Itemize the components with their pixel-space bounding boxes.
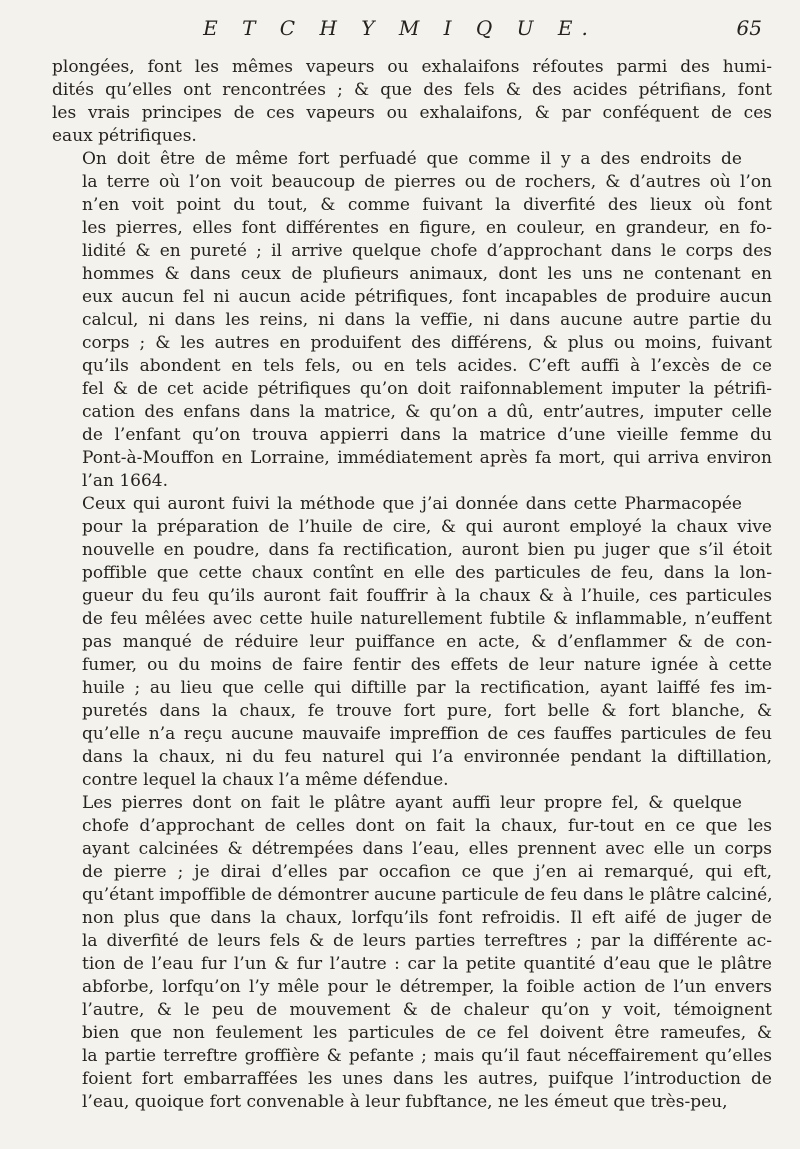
text-line: la diverfité de leurs fels & de leurs parties terreftres ; par la différente ac- (82, 931, 772, 951)
text-line: de l’enfant qu’on trouva appierri dans la matrice d’une vieille femme du (82, 425, 772, 445)
text-line: Ceux qui auront fuivi la méthode que j’ai donnée dans cette Pharmacopée (82, 494, 742, 514)
running-head (0, 12, 800, 40)
text-line: dités qu’elles ont rencontrées ; & que des fels & des acides pétrifians, font (52, 80, 772, 100)
paragraph (52, 56, 772, 148)
paragraph (52, 792, 772, 1114)
text-line: huile ; au lieu que celle qui diftille par la rectification, ayant laiffé fes im- (82, 678, 772, 698)
text-line: qu’elle n’a reçu aucune mauvaife impreffion de ces fauffes particules de feu (82, 724, 772, 744)
text-line: fumer, ou du moins de faire fentir des effets de leur nature ignée à cette (82, 655, 772, 675)
text-line: eux aucun fel ni aucun acide pétrifiques, font incapables de produire aucun (82, 287, 772, 307)
text-line: On doit être de même fort perfuadé que comme il y a des endroits de (82, 149, 742, 169)
text-line: pas manqué de réduire leur puiffance en acte, & d’enflammer & de con- (82, 632, 772, 652)
text-line: de feu mêlées avec cette huile naturellement fubtile & inflammable, n’euffent (82, 609, 772, 629)
page-number: 65 (736, 16, 762, 40)
body-text (52, 56, 772, 1114)
paragraph (52, 493, 772, 792)
text-line: calcul, ni dans les reins, ni dans la veffie, ni dans aucune autre partie du (82, 310, 772, 330)
text-line: abforbe, lorfqu’on l’y mêle pour le détremper, la foible action de l’un envers (82, 977, 772, 997)
text-line: qu’ils abondent en tels fels, ou en tels acides. C’eft auffi à l’excès de ce (82, 356, 772, 376)
text-line: bien que non feulement les particules de ce fel doivent être rameufes, & (82, 1023, 772, 1043)
text-line: Pont-à-Mouffon en Lorraine, immédiatement après fa mort, qui arriva environ (82, 448, 772, 468)
text-line: les pierres, elles font différentes en figure, en couleur, en grandeur, en fo- (82, 218, 772, 238)
text-line: l’autre, & le peu de mouvement & de chaleur qu’on y voit, témoignent (82, 1000, 772, 1020)
text-line: ayant calcinées & détrempées dans l’eau, elles prennent avec elle un corps (82, 839, 772, 859)
text-line: chofe d’approchant de celles dont on fait la chaux, fur-tout en ce que les (82, 816, 772, 836)
text-line: eaux pétrifiques. (52, 126, 197, 146)
text-line: corps ; & les autres en produifent des différens, & plus ou moins, fuivant (82, 333, 772, 353)
text-line: Les pierres dont on fait le plâtre ayant auffi leur propre fel, & quelque (82, 793, 742, 813)
text-line: la partie terreftre groffière & pefante ; mais qu’il faut néceffairement qu’elles (82, 1046, 772, 1066)
text-line: les vrais principes de ces vapeurs ou exhalaifons, & par conféquent de ces (52, 103, 772, 123)
text-line: plongées, font les mêmes vapeurs ou exhalaifons réfoutes parmi des humi- (52, 57, 772, 77)
text-line: gueur du feu qu’ils auront fait fouffrir à la chaux & à l’huile, ces particules (82, 586, 772, 606)
text-line: dans la chaux, ni du feu naturel qui l’a environnée pendant la diftillation, (82, 747, 772, 767)
text-line: tion de l’eau fur l’un & fur l’autre : car la petite quantité d’eau que le plâtre (82, 954, 772, 974)
text-line: l’an 1664. (82, 471, 168, 491)
text-line: hommes & dans ceux de plufieurs animaux, dont les uns ne contenant en (82, 264, 772, 284)
text-line: qu’étant impoffible de démontrer aucune particule de feu dans le plâtre calciné, (82, 885, 773, 905)
text-line: de pierre ; je dirai d’elles par occafion ce que j’en ai remarqué, qui eft, (82, 862, 772, 882)
text-line: n’en voit point du tout, & comme fuivant la diverfité des lieux où font (82, 195, 772, 215)
text-line: contre lequel la chaux l’a même défendue. (82, 770, 449, 790)
text-line: cation des enfans dans la matrice, & qu’on a dû, entr’autres, imputer celle (82, 402, 772, 422)
text-line: lidité & en pureté ; il arrive quelque chofe d’approchant dans le corps des (82, 241, 772, 261)
text-line: nouvelle en poudre, dans fa rectification, auront bien pu juger que s’il étoit (82, 540, 772, 560)
text-line: la terre où l’on voit beaucoup de pierres ou de rochers, & d’autres où l’on (82, 172, 772, 192)
text-line: foient fort embarraffées les unes dans les autres, puifque l’introduction de (82, 1069, 772, 1089)
paragraph (52, 148, 772, 493)
text-line: pour la préparation de l’huile de cire, & qui auront employé la chaux vive (82, 517, 772, 537)
text-line: puretés dans la chaux, fe trouve fort pure, fort belle & fort blanche, & (82, 701, 772, 721)
text-line: fel & de cet acide pétrifiques qu’on doit raifonnablement imputer la pétrifi- (82, 379, 772, 399)
text-line: poffible que cette chaux contînt en elle des particules de feu, dans la lon- (82, 563, 772, 583)
running-title: E T C H Y M I Q U E. (203, 16, 597, 40)
text-line: non plus que dans la chaux, lorfqu’ils font refroidis. Il eft aifé de juger de (82, 908, 772, 928)
text-line: l’eau, quoique fort convenable à leur fubftance, ne les émeut que très-peu, (82, 1092, 728, 1112)
